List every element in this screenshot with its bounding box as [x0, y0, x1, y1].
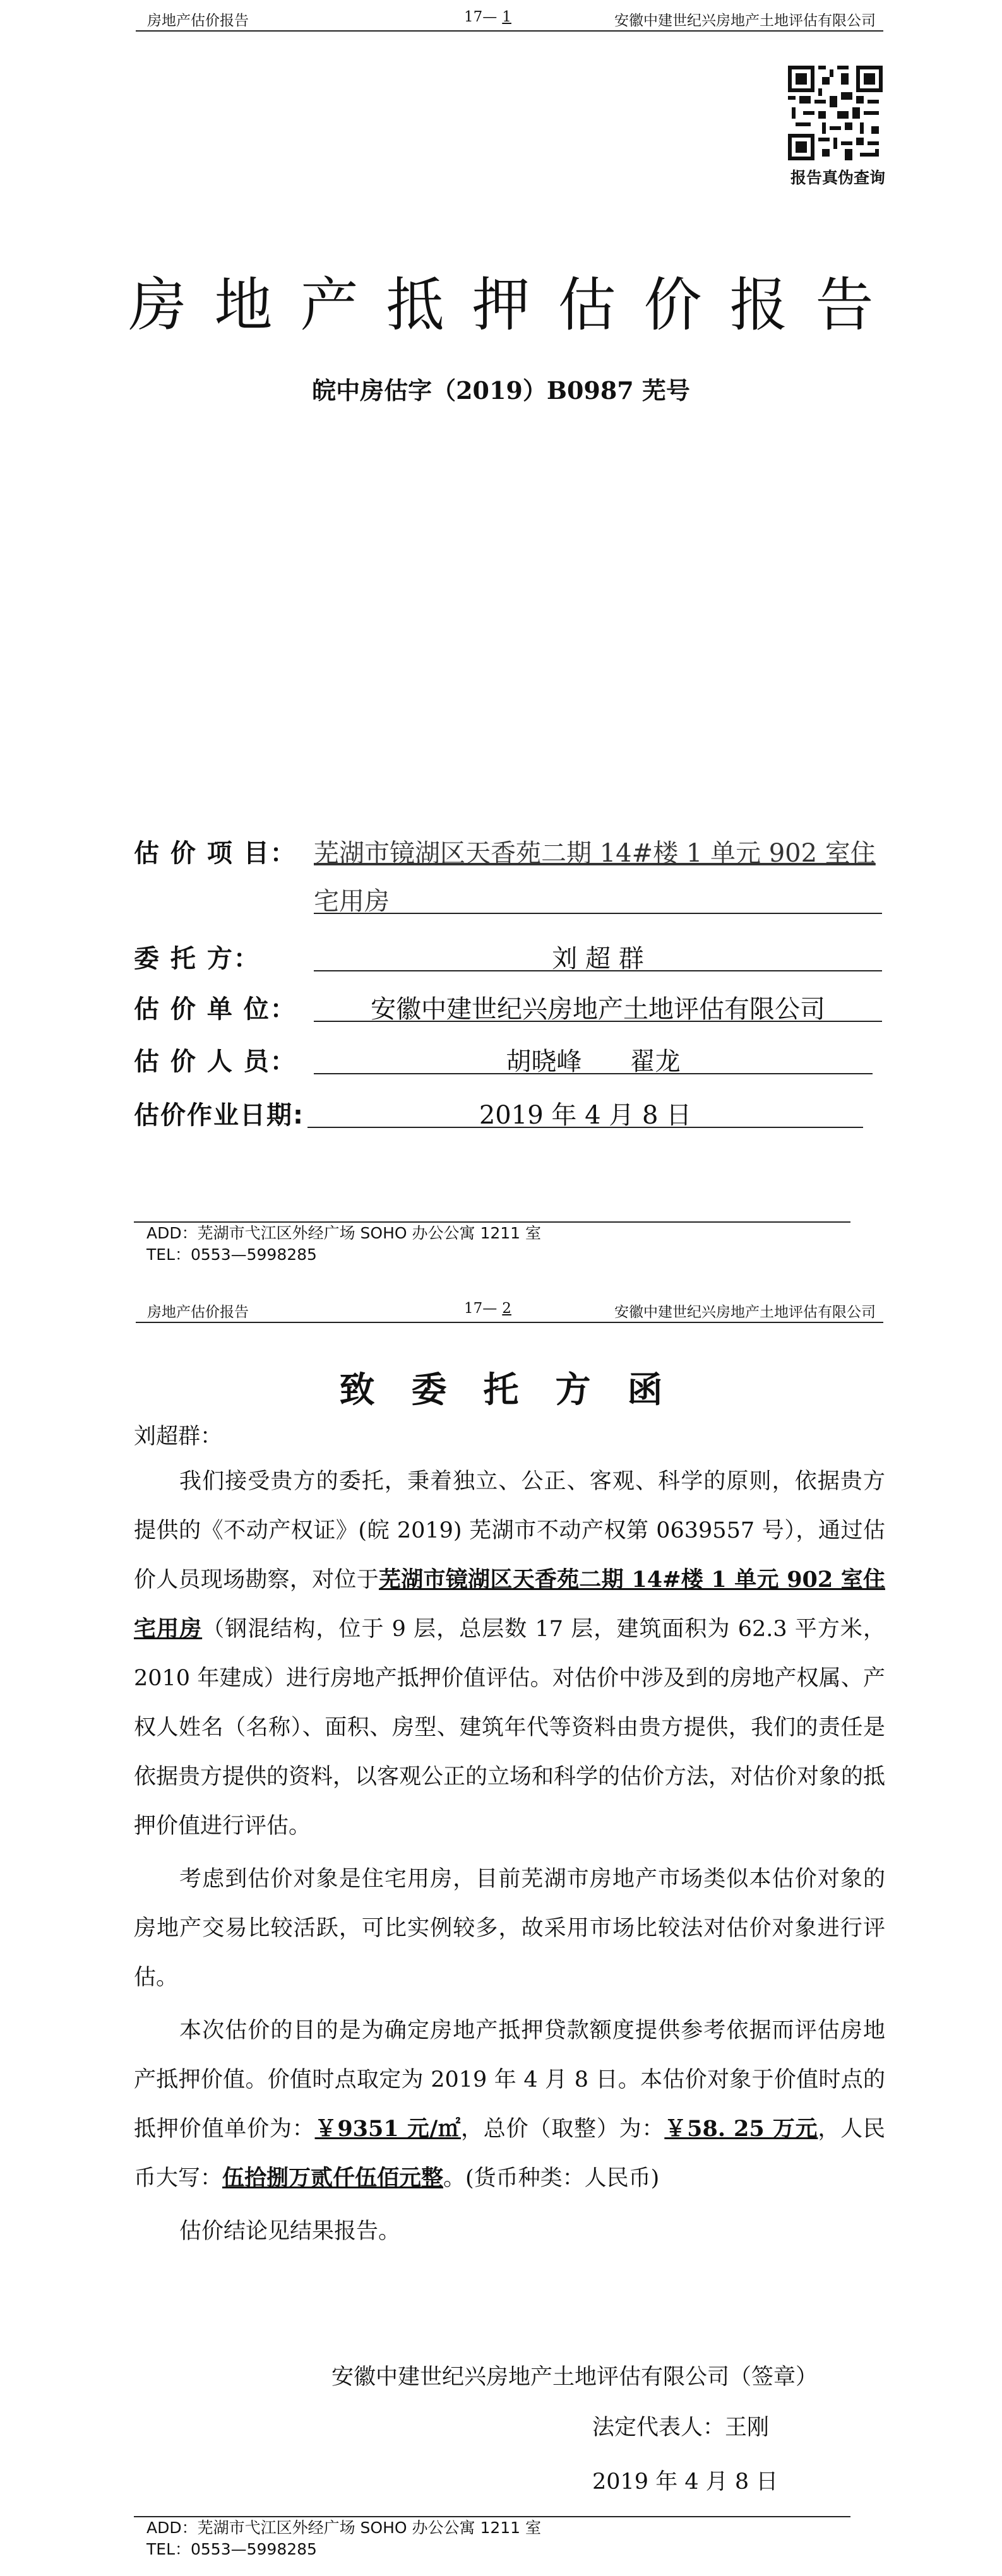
footer-address: ADD：芜湖市弋江区外经广场 SOHO 办公公寓 1211 室	[146, 1224, 542, 1242]
qr-caption: 报告真伪查询	[790, 169, 885, 187]
legal-representative: 法定代表人：王刚	[592, 2415, 770, 2440]
letter-page	[0, 1293, 1002, 2576]
unit-price: ￥9351 元/㎡	[314, 2116, 461, 2142]
paragraph-3: 本次估价的目的是为确定房地产抵押贷款额度提供参考依据而评估房地产抵押价值。价值时点取定为 2019 年 4 月 8 日。本估价对象于价值时点的抵押价值单价为：￥9351 元/㎡，总价（取整）为：￥58. 25 万元，人民币大写：伍拾捌万贰仟伍佰元整。(货币种类：人民币)	[134, 2018, 885, 2191]
header-left: 房地产估价报告	[147, 13, 249, 29]
paragraph-1: 我们接受贵方的委托，秉着独立、公正、客观、科学的原则，依据贵方提供的《不动产权证》(皖 2019) 芜湖市不动产权第 0639557 号），通过估价人员现场勘察，对位于芜湖市镜湖区天香苑二期 14#楼 1 单元 902 室住宅用房（钢混结构，位于 9 层，总层数 17 层，建筑面积为 62.3 平方米，2010 年建成）进行房地产抵押价值评估。对估价中涉及到的房地产权属、产权人姓名（名称）、面积、房型、建筑年代等资料由贵方提供，我们的责任是依据贵方提供的资料，以客观公正的立场和科学的估价方法，对估价对象的抵押价值进行评估。	[134, 1469, 886, 1839]
salutation: 刘超群：	[134, 1424, 223, 1449]
field-project-value-line1: 芜湖市镜湖区天香苑二期 14#楼 1 单元 902 室住	[314, 839, 876, 868]
footer-tel: TEL：0553—5998285	[146, 2540, 317, 2558]
field-appraiser-org-value: 安徽中建世纪兴房地产土地评估有限公司	[314, 989, 882, 1022]
paragraph-4: 估价结论见结果报告。	[179, 2219, 401, 2244]
letter-body	[134, 1457, 885, 2260]
field-appraisers-value: 胡晓峰 翟龙	[314, 1042, 873, 1074]
header-left: 房地产估价报告	[147, 1304, 249, 1321]
field-project-value-line2: 宅用房	[314, 881, 882, 914]
letter-title: 致委托方函	[339, 1369, 700, 1411]
field-appraiser-org-label: 估 价 单 位：	[134, 995, 297, 1024]
document-number: 皖中房估字（2019）B0987 芜号	[312, 376, 690, 405]
footer-tel: TEL：0553—5998285	[146, 1245, 317, 1264]
field-date-value: 2019 年 4 月 8 日	[307, 1095, 863, 1128]
field-date-label: 估价作业日期:	[134, 1101, 304, 1130]
header-page-number: 17— 2	[464, 1300, 511, 1317]
footer-address: ADD：芜湖市弋江区外经广场 SOHO 办公公寓 1211 室	[146, 2519, 542, 2537]
field-client-label: 委 托 方：	[134, 944, 260, 973]
page-header	[136, 1300, 883, 1323]
field-appraisers-label: 估 价 人 员：	[134, 1047, 297, 1076]
paragraph-2: 考虑到估价对象是住宅用房，目前芜湖市房地产市场类似本估价对象的房地产交易比较活跃，可比实例较多，故采用市场比较法对估价对象进行评估。	[134, 1867, 885, 1990]
total-in-words: 伍拾捌万贰仟伍佰元整	[222, 2165, 444, 2191]
signature-date: 2019 年 4 月 8 日	[592, 2469, 778, 2495]
page-footer	[134, 1221, 850, 1266]
header-right: 安徽中建世纪兴房地产土地评估有限公司	[614, 1304, 876, 1321]
page-header	[136, 9, 883, 32]
report-title: 房地产抵押估价报告	[128, 271, 902, 339]
signature-company: 安徽中建世纪兴房地产土地评估有限公司（签章）	[331, 2365, 818, 2390]
header-right: 安徽中建世纪兴房地产土地评估有限公司	[614, 13, 876, 29]
field-client-value: 刘 超 群	[314, 939, 882, 971]
page-footer	[134, 2516, 850, 2560]
field-project-label: 估 价 项 目：	[134, 839, 297, 868]
total-price: ￥58. 25 万元	[664, 2116, 818, 2142]
property-address: 芜湖市镜湖区天香苑二期 14#楼 1 单元 902 室住宅用房	[134, 1567, 885, 1642]
qr-code-icon	[788, 66, 883, 160]
header-page-number: 17— 1	[464, 9, 511, 25]
